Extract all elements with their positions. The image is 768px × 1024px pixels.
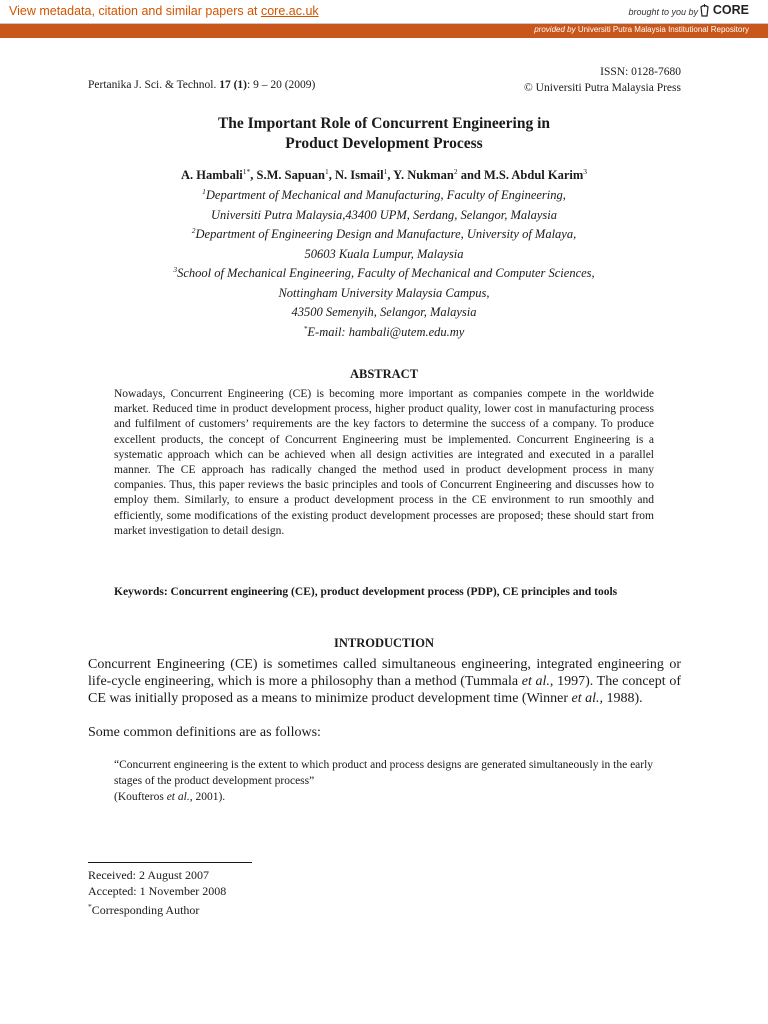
- affiliation-marker: *: [303, 323, 308, 333]
- affiliation-line: [88, 184, 680, 204]
- corresponding-marker: *: [88, 902, 92, 912]
- affiliation-line: [88, 321, 680, 341]
- paper-title: [88, 114, 680, 154]
- intro-text-b: , 1997). The concept of CE was initially proposed as a means to minimize product development time (Winner: [88, 674, 681, 706]
- author-name: Y. Nukman: [393, 168, 454, 183]
- core-provided-text: [534, 25, 749, 34]
- affiliation-line: [88, 262, 680, 282]
- author-affiliation-marker: 1: [324, 167, 329, 176]
- accepted-date: Accepted: 1 November 2008: [88, 884, 227, 899]
- introduction-paragraph: [88, 656, 681, 707]
- journal-press: © Universiti Putra Malaysia Press: [524, 82, 681, 94]
- footnotes: [88, 867, 226, 919]
- author-separator: ,: [250, 168, 257, 183]
- author-affiliation-marker: 1: [383, 167, 388, 176]
- journal-issn: ISSN: 0128-7680: [600, 66, 681, 78]
- affiliation-line: [88, 282, 680, 302]
- footnote-divider: [88, 862, 252, 863]
- keywords: Keywords: Concurrent engineering (CE), product development process (PDP), CE principles and tools: [114, 586, 618, 598]
- core-banner: [0, 0, 768, 24]
- core-provided-bar: [0, 24, 768, 38]
- core-brought-text: brought to you by: [628, 7, 698, 17]
- intro-etal-1: et al.: [521, 674, 550, 689]
- author-name: M.S. Abdul Karim: [483, 168, 584, 183]
- corresponding-author-text: Corresponding Author: [91, 903, 200, 918]
- author-separator: ,: [387, 168, 394, 183]
- affiliation-text: Department of Engineering Design and Manufacture, University of Malaya,: [195, 227, 577, 242]
- core-link[interactable]: core.ac.uk: [260, 4, 319, 18]
- core-metadata-text: [9, 4, 319, 18]
- author-affiliation-marker: 3: [583, 167, 588, 176]
- affiliation-text: 50603 Kuala Lumpur, Malaysia: [304, 246, 464, 261]
- core-provided-prefix: provided by: [534, 25, 576, 34]
- quote-citation: [114, 791, 225, 803]
- affiliation-marker: 3: [173, 265, 178, 275]
- affiliation-line: [88, 301, 680, 321]
- journal-volume: 17: [219, 79, 231, 91]
- received-date: Received: 2 August 2007: [88, 868, 209, 882]
- core-logo-icon: [699, 3, 710, 17]
- paper-title-line-2: Product Development Process: [285, 135, 483, 152]
- affiliation-list: [88, 184, 680, 341]
- abstract-heading: ABSTRACT: [349, 367, 419, 381]
- author-name: A. Hambali: [180, 168, 243, 183]
- affiliation-text: E-mail: hambali@utem.edu.my: [307, 325, 465, 340]
- journal-name: Pertanika J. Sci. & Technol.: [88, 79, 220, 91]
- core-logo-text: CORE: [712, 3, 749, 17]
- introduction-heading: INTRODUCTION: [333, 636, 434, 650]
- core-logo[interactable]: [699, 3, 749, 17]
- affiliation-text: 43500 Semenyih, Selangor, Malaysia: [291, 305, 477, 320]
- author-name: N. Ismail: [334, 168, 384, 183]
- intro-text-c: 1988).: [603, 691, 643, 706]
- quote-cite-etal: et al.: [166, 791, 190, 803]
- core-metadata-prefix: View metadata, citation and similar papers at: [9, 4, 261, 18]
- definitions-intro: Some common definitions are as follows:: [88, 725, 321, 740]
- author-separator: ,: [328, 168, 335, 183]
- affiliation-line: [88, 204, 680, 224]
- journal-issue: (1): [230, 79, 248, 91]
- journal-citation: [88, 79, 315, 91]
- affiliation-line: [88, 243, 680, 263]
- journal-info: [524, 64, 681, 96]
- author-separator: and: [457, 168, 484, 183]
- affiliation-text: Department of Mechanical and Manufacturing, Faculty of Engineering,: [205, 188, 566, 203]
- affiliation-text: Universiti Putra Malaysia,43400 UPM, Serdang, Selangor, Malaysia: [210, 207, 558, 222]
- core-provided-source[interactable]: Universiti Putra Malaysia Institutional Repository: [575, 25, 749, 34]
- affiliation-marker: 2: [191, 226, 196, 236]
- affiliation-line: [88, 223, 680, 243]
- journal-pages: : 9 – 20 (2009): [247, 79, 316, 91]
- intro-text-a: Concurrent Engineering (CE) is sometimes called simultaneous engineering, integrated engineering or life-cycle engineering, which is more a philosophy than a method (Tummala: [88, 657, 681, 689]
- affiliation-marker: 1: [202, 187, 206, 196]
- paper-title-line-1: The Important Role of Concurrent Engineering in: [217, 115, 551, 132]
- quote-cite-b: , 2001).: [189, 791, 226, 803]
- author-affiliation-marker: 2: [453, 167, 458, 176]
- author-name: S.M. Sapuan: [256, 168, 325, 183]
- affiliation-text: Nottingham University Malaysia Campus,: [278, 285, 490, 300]
- author-list: [88, 167, 680, 183]
- definition-quote: “Concurrent engineering is the extent to which product and process designs are generated simultaneously in the early stages of the product development process”: [114, 759, 654, 788]
- author-affiliation-marker: 1*: [242, 167, 251, 176]
- affiliation-text: School of Mechanical Engineering, Faculty of Mechanical and Computer Sciences,: [177, 266, 595, 281]
- abstract-body: Nowadays, Concurrent Engineering (CE) is becoming more important as companies compete in the worldwide market. Reduced time in product development process, higher product quality, lower cost in manufacturing process and fulfilment of customers’ requirements are the key factors to determine the success of a company. To produce excellent products, the concept of Concurrent Engineering must be implemented. Concurrent Engineering is a systematic approach which can be achieved when all design activities are integrated and executed in a parallel manner. The CE approach has radically changed the method used in product development process in many companies. Thus, this paper reviews the basic principles and tools of Concurrent Engineering and discusses how to employ them. Similarly, to ensure a product development process in the CE environment to run smoothly and efficiently, some modifications of the existing product development processes are proposed; these should start from market investigation to detail design.: [114, 388, 654, 537]
- intro-etal-2: et al.,: [571, 691, 603, 706]
- quote-cite-a: (Koufteros: [114, 791, 167, 803]
- corresponding-author-note: [88, 899, 226, 918]
